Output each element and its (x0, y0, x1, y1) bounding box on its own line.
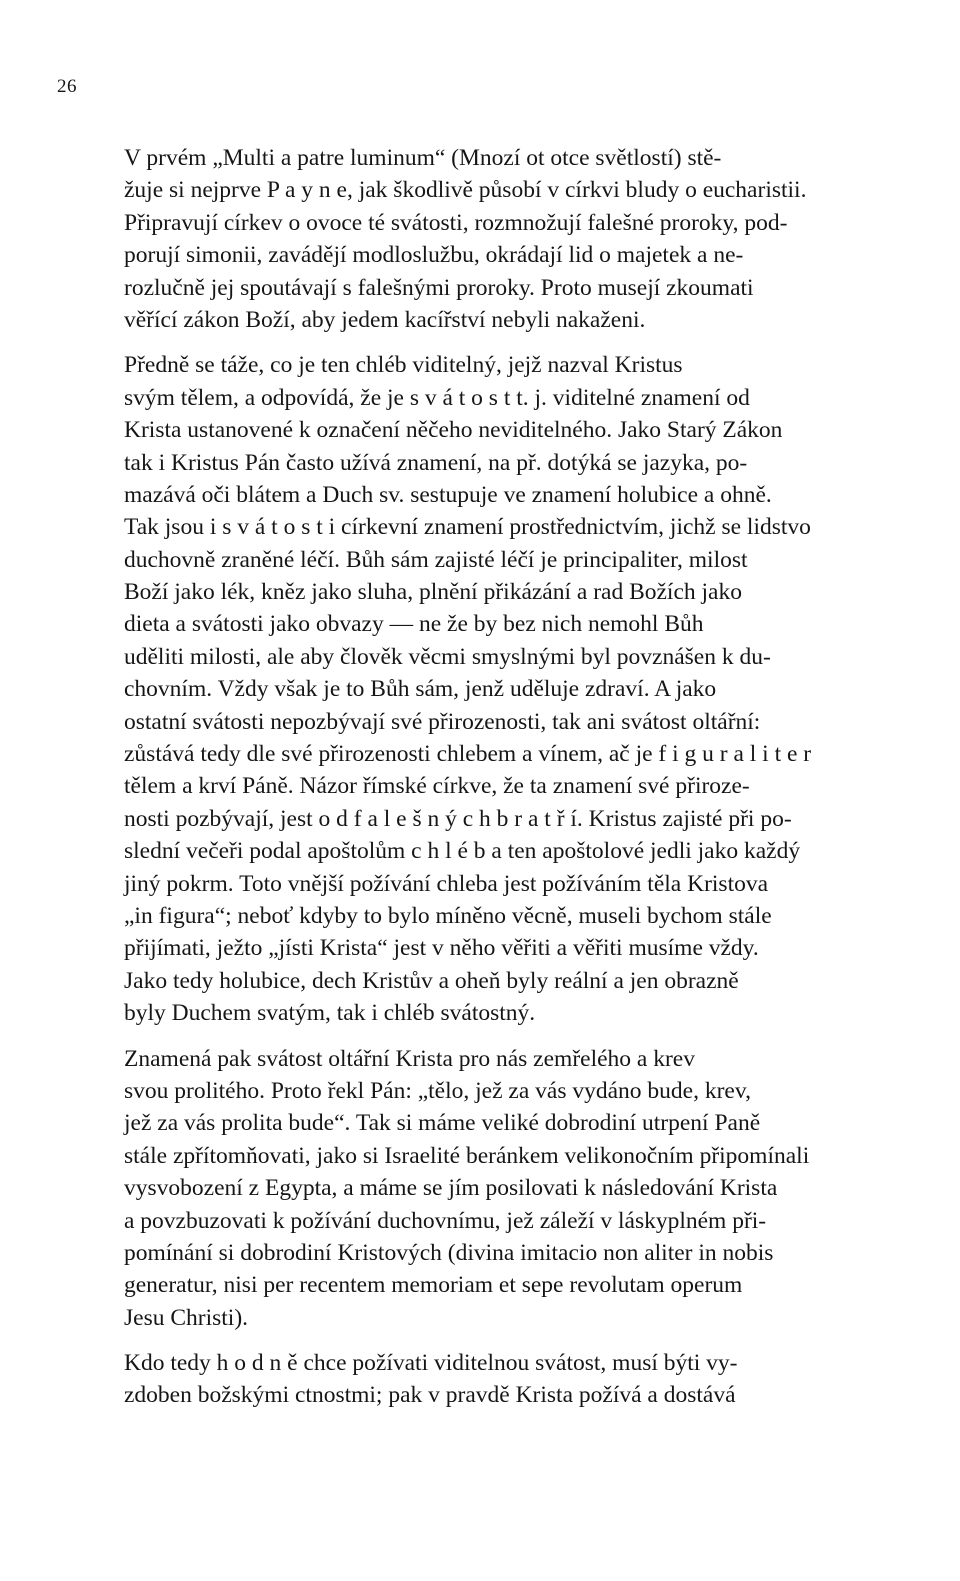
text-line: tělem a krví Páně. Názor římské církve, že ta znamení své přiroze- (124, 773, 750, 800)
paragraph (60, 1043, 904, 1335)
text-line: V prvém „Multi a patre luminum“ (Mnozí ot otce světlostí) stě- (124, 145, 722, 171)
text-line: svou prolitého. Proto řekl Pán: „tělo, jež za vás vydáno bude, krev, (124, 1077, 751, 1104)
text-line: žuje si nejprve P a y n e, jak škodlivě působí v církvi bludy o eucharistii. (124, 177, 807, 204)
text-line: ostatní svátosti nepozbývají své přirozenosti, tak ani svátost oltářní: (124, 708, 761, 735)
text-line: generatur, nisi per recentem memoriam et sepe revolutam operum (124, 1272, 743, 1299)
text-line: Jako tedy holubice, dech Kristův a oheň byly reální a jen obrazně (124, 967, 739, 994)
text-line: dieta a svátosti jako obvazy — ne že by bez nich nemohl Bůh (124, 611, 704, 638)
text-line: duchovně zraněné léčí. Bůh sám zajisté léčí je principaliter, milost (124, 546, 748, 573)
text-line: a povzbuzovati k požívání duchovnímu, jež záleží v láskyplném při- (124, 1207, 767, 1234)
text-line: „in figura“; neboť kdyby to bylo míněno věcně, museli bychom stále (124, 902, 772, 929)
text-line: jež za vás prolita bude“. Tak si máme veliké dobrodiní utrpení Paně (124, 1110, 761, 1137)
text-line: nosti pozbývají, jest o d f a l e š n ý c h b r a t ř í. Kristus zajisté při po- (124, 805, 792, 832)
text-line: jiný pokrm. Toto vnější požívání chleba jest požíváním těla Kristova (124, 870, 769, 897)
text-line: zdoben božskými ctnostmi; pak v pravdě Krista požívá a dostává (124, 1382, 736, 1409)
text-line: Připravují církev o ovoce té svátosti, rozmnožují falešné proroky, pod- (124, 209, 788, 236)
text-line: přijímati, ježto „jísti Krista“ jest v něho věřiti a věřiti musíme vždy. (124, 935, 759, 962)
paragraph (60, 349, 904, 1029)
text-line: byly Duchem svatým, tak i chléb svátostný. (124, 1000, 536, 1027)
text-line: tak i Kristus Pán často užívá znamení, na př. dotýká se jazyka, po- (124, 449, 748, 476)
text-line: Tak jsou i s v á t o s t i církevní znamení prostřednictvím, jichž se lidstvo (124, 514, 811, 541)
paragraph (60, 142, 904, 336)
text-line: Kdo tedy h o d n ě chce požívati viditelnou svátost, musí býti vy- (124, 1350, 738, 1377)
paragraph (60, 1347, 904, 1412)
page-number: 26 (57, 76, 77, 97)
text-line: vysvobození z Egypta, a máme se jím posilovati k následování Krista (124, 1175, 778, 1202)
text-line: Krista ustanovené k označení něčeho neviditelného. Jako Starý Zákon (124, 417, 783, 444)
text-line: rozlučně jej spoutávají s falešnými proroky. Proto musejí zkoumati (124, 274, 754, 301)
text-line: uděliti milosti, ale aby člověk věcmi smyslnými byl povznášen k du- (124, 643, 771, 670)
text-body (60, 142, 904, 1412)
text-line: stále zpřítomňovati, jako si Israelité beránkem velikonočním připomínali (124, 1142, 810, 1169)
text-line: Jesu Christi). (124, 1304, 249, 1331)
text-line: pomínání si dobrodiní Kristových (divina imitacio non aliter in nobis (124, 1239, 774, 1266)
text-line: chovním. Vždy však je to Bůh sám, jenž uděluje zdraví. A jako (124, 676, 717, 703)
text-line: slední večeři podal apoštolům c h l é b a ten apoštolové jedli jako každý (124, 838, 801, 865)
text-line: mazává oči blátem a Duch sv. sestupuje ve znamení holubice a ohně. (124, 481, 772, 508)
text-line: svým tělem, a odpovídá, že je s v á t o s t t. j. viditelné znamení od (124, 384, 750, 411)
text-line: Předně se táže, co je ten chléb viditelný, jejž nazval Kristus (124, 352, 683, 379)
text-line: Boží jako lék, kněz jako sluha, plnění přikázání a rad Božích jako (124, 579, 742, 606)
text-line: věřící zákon Boží, aby jedem kacířství nebyli nakaženi. (124, 306, 646, 333)
text-line: Znamená pak svátost oltářní Krista pro nás zemřelého a krev (124, 1045, 695, 1072)
text-line: porují simonii, zavádějí modloslužbu, okrádají lid o majetek a ne- (124, 242, 744, 269)
text-line: zůstává tedy dle své přirozenosti chlebem a vínem, ač je f i g u r a l i t e r (124, 741, 812, 768)
